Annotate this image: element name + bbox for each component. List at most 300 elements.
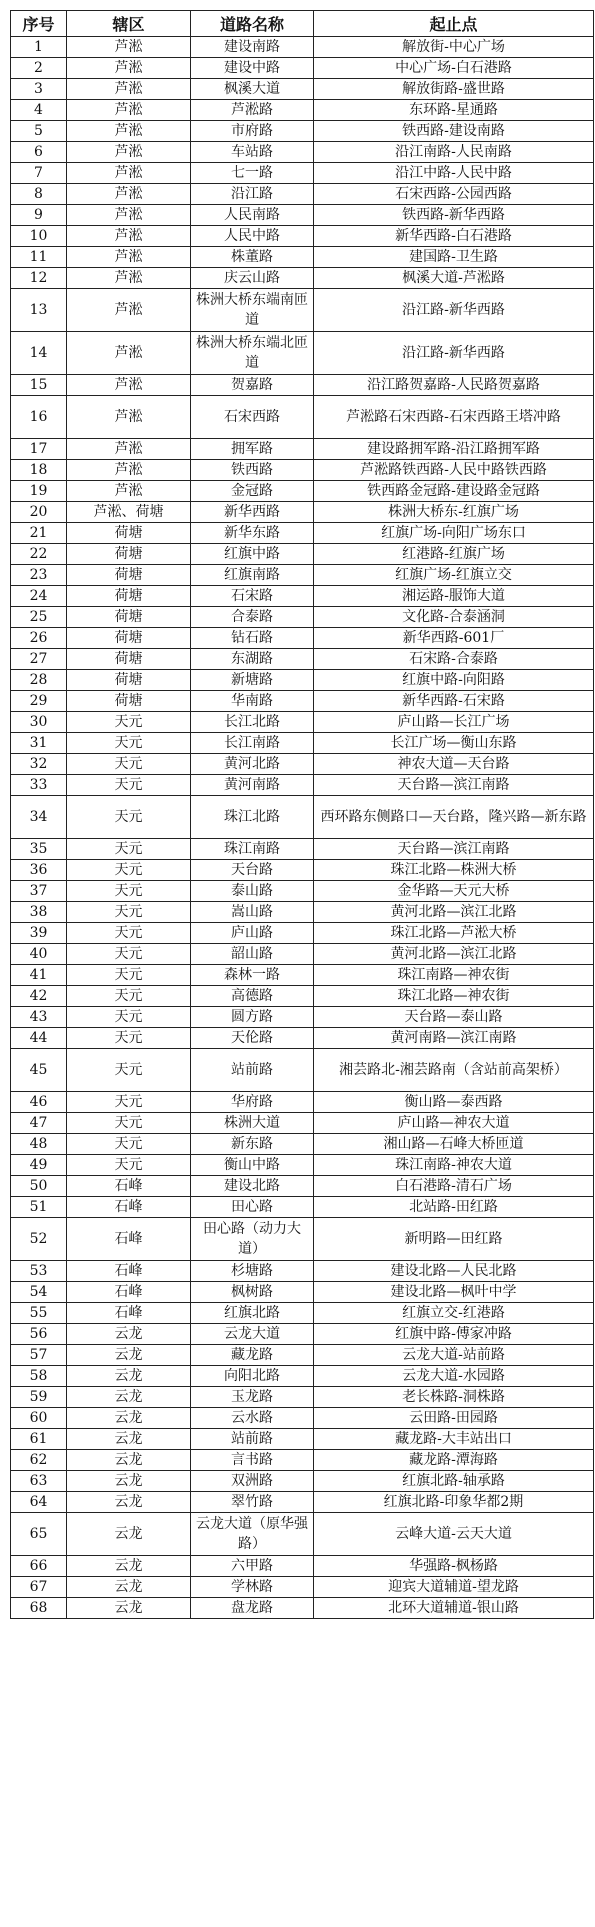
cell-range: 藏龙路-潭海路 bbox=[314, 1450, 594, 1471]
cell-index: 14 bbox=[11, 332, 67, 375]
table-row bbox=[11, 289, 594, 332]
cell-road: 向阳北路 bbox=[191, 1366, 314, 1387]
cell-road: 石宋路 bbox=[191, 586, 314, 607]
cell-index: 50 bbox=[11, 1176, 67, 1197]
cell-district: 天元 bbox=[67, 1049, 191, 1092]
cell-index: 51 bbox=[11, 1197, 67, 1218]
cell-index: 44 bbox=[11, 1028, 67, 1049]
cell-range: 云田路-田园路 bbox=[314, 1408, 594, 1429]
cell-index: 41 bbox=[11, 965, 67, 986]
cell-district: 石峰 bbox=[67, 1282, 191, 1303]
table-row bbox=[11, 396, 594, 439]
cell-index: 42 bbox=[11, 986, 67, 1007]
cell-index: 5 bbox=[11, 121, 67, 142]
cell-road: 芦淞路 bbox=[191, 100, 314, 121]
table-row bbox=[11, 944, 594, 965]
cell-road: 黄河南路 bbox=[191, 775, 314, 796]
cell-district: 芦淞、荷塘 bbox=[67, 502, 191, 523]
cell-range: 沿江路贺嘉路-人民路贺嘉路 bbox=[314, 375, 594, 396]
cell-range: 新华西路-石宋路 bbox=[314, 691, 594, 712]
table-row bbox=[11, 1197, 594, 1218]
cell-index: 20 bbox=[11, 502, 67, 523]
cell-index: 3 bbox=[11, 79, 67, 100]
cell-index: 61 bbox=[11, 1429, 67, 1450]
table-row bbox=[11, 607, 594, 628]
cell-road: 田心路 bbox=[191, 1197, 314, 1218]
cell-range: 红旗中路-向阳路 bbox=[314, 670, 594, 691]
cell-road: 森林一路 bbox=[191, 965, 314, 986]
cell-district: 云龙 bbox=[67, 1598, 191, 1619]
cell-range: 芦淞路铁西路-人民中路铁西路 bbox=[314, 460, 594, 481]
table-row bbox=[11, 1113, 594, 1134]
cell-index: 8 bbox=[11, 184, 67, 205]
table-row bbox=[11, 523, 594, 544]
cell-district: 芦淞 bbox=[67, 332, 191, 375]
cell-district: 天元 bbox=[67, 712, 191, 733]
cell-road: 建设南路 bbox=[191, 37, 314, 58]
cell-index: 52 bbox=[11, 1218, 67, 1261]
cell-range: 衡山路—泰西路 bbox=[314, 1092, 594, 1113]
cell-district: 芦淞 bbox=[67, 226, 191, 247]
cell-range: 湘山路—石峰大桥匝道 bbox=[314, 1134, 594, 1155]
table-row bbox=[11, 1471, 594, 1492]
table-row bbox=[11, 481, 594, 502]
cell-district: 天元 bbox=[67, 1113, 191, 1134]
road-table bbox=[10, 10, 594, 1619]
cell-district: 天元 bbox=[67, 944, 191, 965]
table-row bbox=[11, 544, 594, 565]
header-range: 起止点 bbox=[314, 11, 594, 37]
cell-index: 48 bbox=[11, 1134, 67, 1155]
cell-index: 33 bbox=[11, 775, 67, 796]
cell-range: 沿江路-新华西路 bbox=[314, 332, 594, 375]
table-row bbox=[11, 1366, 594, 1387]
cell-road: 翠竹路 bbox=[191, 1492, 314, 1513]
cell-index: 65 bbox=[11, 1513, 67, 1556]
table-row bbox=[11, 902, 594, 923]
cell-index: 45 bbox=[11, 1049, 67, 1092]
table-body bbox=[11, 37, 594, 1619]
cell-range: 铁西路-建设南路 bbox=[314, 121, 594, 142]
cell-district: 芦淞 bbox=[67, 58, 191, 79]
cell-district: 荷塘 bbox=[67, 649, 191, 670]
cell-range: 东环路-星通路 bbox=[314, 100, 594, 121]
cell-index: 4 bbox=[11, 100, 67, 121]
table-row bbox=[11, 1049, 594, 1092]
cell-district: 石峰 bbox=[67, 1303, 191, 1324]
cell-district: 云龙 bbox=[67, 1324, 191, 1345]
table-row bbox=[11, 986, 594, 1007]
table-row bbox=[11, 100, 594, 121]
table-row bbox=[11, 1282, 594, 1303]
header-road: 道路名称 bbox=[191, 11, 314, 37]
cell-range: 云龙大道-水园路 bbox=[314, 1366, 594, 1387]
cell-road: 铁西路 bbox=[191, 460, 314, 481]
header-row bbox=[11, 11, 594, 37]
cell-index: 63 bbox=[11, 1471, 67, 1492]
table-row bbox=[11, 1261, 594, 1282]
table-row bbox=[11, 1218, 594, 1261]
cell-district: 云龙 bbox=[67, 1556, 191, 1577]
cell-index: 32 bbox=[11, 754, 67, 775]
cell-road: 建设北路 bbox=[191, 1176, 314, 1197]
cell-road: 市府路 bbox=[191, 121, 314, 142]
cell-range: 新华西路-601厂 bbox=[314, 628, 594, 649]
cell-range: 红旗北路-印象华都2期 bbox=[314, 1492, 594, 1513]
cell-index: 12 bbox=[11, 268, 67, 289]
cell-range: 解放街路-盛世路 bbox=[314, 79, 594, 100]
cell-road: 言书路 bbox=[191, 1450, 314, 1471]
table-row bbox=[11, 1577, 594, 1598]
cell-road: 高德路 bbox=[191, 986, 314, 1007]
cell-road: 田心路（动力大道） bbox=[191, 1218, 314, 1261]
cell-road: 合泰路 bbox=[191, 607, 314, 628]
cell-district: 荷塘 bbox=[67, 670, 191, 691]
cell-range: 天台路—滨江南路 bbox=[314, 775, 594, 796]
cell-district: 天元 bbox=[67, 923, 191, 944]
cell-road: 庆云山路 bbox=[191, 268, 314, 289]
cell-range: 珠江北路—神农街 bbox=[314, 986, 594, 1007]
cell-index: 9 bbox=[11, 205, 67, 226]
cell-index: 16 bbox=[11, 396, 67, 439]
table-row bbox=[11, 121, 594, 142]
cell-road: 圆方路 bbox=[191, 1007, 314, 1028]
cell-road: 石宋西路 bbox=[191, 396, 314, 439]
table-row bbox=[11, 1092, 594, 1113]
cell-district: 芦淞 bbox=[67, 184, 191, 205]
cell-road: 华府路 bbox=[191, 1092, 314, 1113]
table-row bbox=[11, 1429, 594, 1450]
table-row bbox=[11, 691, 594, 712]
cell-index: 37 bbox=[11, 881, 67, 902]
cell-district: 天元 bbox=[67, 1092, 191, 1113]
cell-district: 石峰 bbox=[67, 1261, 191, 1282]
cell-index: 7 bbox=[11, 163, 67, 184]
table-row bbox=[11, 754, 594, 775]
cell-index: 28 bbox=[11, 670, 67, 691]
cell-index: 46 bbox=[11, 1092, 67, 1113]
cell-range: 黄河南路—滨江南路 bbox=[314, 1028, 594, 1049]
cell-district: 芦淞 bbox=[67, 205, 191, 226]
cell-road: 沿江路 bbox=[191, 184, 314, 205]
cell-district: 天元 bbox=[67, 1155, 191, 1176]
road-list-document bbox=[10, 10, 593, 1619]
table-row bbox=[11, 502, 594, 523]
cell-range: 庐山路—长江广场 bbox=[314, 712, 594, 733]
cell-district: 天元 bbox=[67, 839, 191, 860]
cell-index: 49 bbox=[11, 1155, 67, 1176]
cell-road: 新塘路 bbox=[191, 670, 314, 691]
cell-range: 石宋西路-公园西路 bbox=[314, 184, 594, 205]
cell-road: 黄河北路 bbox=[191, 754, 314, 775]
cell-range: 沿江路-新华西路 bbox=[314, 289, 594, 332]
cell-road: 七一路 bbox=[191, 163, 314, 184]
cell-index: 68 bbox=[11, 1598, 67, 1619]
table-row bbox=[11, 733, 594, 754]
cell-district: 云龙 bbox=[67, 1471, 191, 1492]
table-row bbox=[11, 565, 594, 586]
cell-district: 云龙 bbox=[67, 1492, 191, 1513]
cell-index: 62 bbox=[11, 1450, 67, 1471]
cell-road: 红旗南路 bbox=[191, 565, 314, 586]
table-row bbox=[11, 439, 594, 460]
cell-district: 天元 bbox=[67, 733, 191, 754]
cell-index: 38 bbox=[11, 902, 67, 923]
table-row bbox=[11, 205, 594, 226]
cell-index: 54 bbox=[11, 1282, 67, 1303]
table-row bbox=[11, 796, 594, 839]
cell-index: 23 bbox=[11, 565, 67, 586]
cell-index: 64 bbox=[11, 1492, 67, 1513]
cell-road: 新东路 bbox=[191, 1134, 314, 1155]
cell-road: 株洲大道 bbox=[191, 1113, 314, 1134]
cell-road: 云龙大道（原华强路） bbox=[191, 1513, 314, 1556]
cell-index: 21 bbox=[11, 523, 67, 544]
cell-range: 珠江南路—神农街 bbox=[314, 965, 594, 986]
cell-index: 19 bbox=[11, 481, 67, 502]
cell-district: 天元 bbox=[67, 1028, 191, 1049]
cell-range: 天台路—滨江南路 bbox=[314, 839, 594, 860]
cell-district: 荷塘 bbox=[67, 691, 191, 712]
cell-range: 华强路-枫杨路 bbox=[314, 1556, 594, 1577]
cell-district: 芦淞 bbox=[67, 142, 191, 163]
cell-range: 神农大道—天台路 bbox=[314, 754, 594, 775]
cell-index: 6 bbox=[11, 142, 67, 163]
cell-district: 芦淞 bbox=[67, 460, 191, 481]
cell-index: 43 bbox=[11, 1007, 67, 1028]
cell-index: 13 bbox=[11, 289, 67, 332]
cell-index: 17 bbox=[11, 439, 67, 460]
cell-range: 石宋路-合泰路 bbox=[314, 649, 594, 670]
cell-district: 天元 bbox=[67, 986, 191, 1007]
table-row bbox=[11, 1492, 594, 1513]
cell-district: 天元 bbox=[67, 965, 191, 986]
cell-district: 荷塘 bbox=[67, 586, 191, 607]
cell-road: 红旗中路 bbox=[191, 544, 314, 565]
cell-road: 金冠路 bbox=[191, 481, 314, 502]
cell-district: 芦淞 bbox=[67, 439, 191, 460]
cell-index: 58 bbox=[11, 1366, 67, 1387]
table-row bbox=[11, 1345, 594, 1366]
cell-index: 25 bbox=[11, 607, 67, 628]
cell-range: 解放街-中心广场 bbox=[314, 37, 594, 58]
cell-index: 2 bbox=[11, 58, 67, 79]
cell-range: 白石港路-清石广场 bbox=[314, 1176, 594, 1197]
cell-district: 石峰 bbox=[67, 1197, 191, 1218]
cell-road: 衡山中路 bbox=[191, 1155, 314, 1176]
cell-index: 22 bbox=[11, 544, 67, 565]
cell-index: 29 bbox=[11, 691, 67, 712]
table-row bbox=[11, 1155, 594, 1176]
cell-district: 芦淞 bbox=[67, 247, 191, 268]
cell-index: 30 bbox=[11, 712, 67, 733]
cell-range: 庐山路—神农大道 bbox=[314, 1113, 594, 1134]
cell-range: 北站路-田红路 bbox=[314, 1197, 594, 1218]
cell-district: 荷塘 bbox=[67, 628, 191, 649]
table-row bbox=[11, 649, 594, 670]
cell-road: 枫树路 bbox=[191, 1282, 314, 1303]
cell-road: 钻石路 bbox=[191, 628, 314, 649]
cell-range: 云龙大道-站前路 bbox=[314, 1345, 594, 1366]
table-row bbox=[11, 460, 594, 481]
cell-road: 泰山路 bbox=[191, 881, 314, 902]
cell-index: 15 bbox=[11, 375, 67, 396]
table-row bbox=[11, 142, 594, 163]
table-row bbox=[11, 1556, 594, 1577]
cell-range: 沿江南路-人民南路 bbox=[314, 142, 594, 163]
table-row bbox=[11, 1134, 594, 1155]
cell-district: 芦淞 bbox=[67, 163, 191, 184]
cell-range: 建国路-卫生路 bbox=[314, 247, 594, 268]
cell-road: 云水路 bbox=[191, 1408, 314, 1429]
cell-district: 荷塘 bbox=[67, 544, 191, 565]
cell-road: 株洲大桥东端北匝道 bbox=[191, 332, 314, 375]
table-row bbox=[11, 1450, 594, 1471]
cell-index: 55 bbox=[11, 1303, 67, 1324]
cell-range: 藏龙路-大丰站出口 bbox=[314, 1429, 594, 1450]
cell-range: 迎宾大道辅道-望龙路 bbox=[314, 1577, 594, 1598]
cell-range: 株洲大桥东-红旗广场 bbox=[314, 502, 594, 523]
cell-range: 红旗中路-傅家冲路 bbox=[314, 1324, 594, 1345]
cell-road: 嵩山路 bbox=[191, 902, 314, 923]
cell-district: 芦淞 bbox=[67, 375, 191, 396]
cell-district: 云龙 bbox=[67, 1450, 191, 1471]
cell-district: 云龙 bbox=[67, 1429, 191, 1450]
cell-district: 芦淞 bbox=[67, 481, 191, 502]
cell-road: 人民南路 bbox=[191, 205, 314, 226]
cell-district: 天元 bbox=[67, 902, 191, 923]
cell-range: 建设北路—人民北路 bbox=[314, 1261, 594, 1282]
table-row bbox=[11, 1598, 594, 1619]
table-row bbox=[11, 268, 594, 289]
cell-district: 芦淞 bbox=[67, 79, 191, 100]
header-index: 序号 bbox=[11, 11, 67, 37]
cell-road: 华南路 bbox=[191, 691, 314, 712]
cell-range: 沿江中路-人民中路 bbox=[314, 163, 594, 184]
cell-district: 云龙 bbox=[67, 1387, 191, 1408]
cell-district: 天元 bbox=[67, 775, 191, 796]
table-row bbox=[11, 37, 594, 58]
cell-range: 珠江北路—芦淞大桥 bbox=[314, 923, 594, 944]
table-row bbox=[11, 163, 594, 184]
cell-index: 34 bbox=[11, 796, 67, 839]
cell-index: 39 bbox=[11, 923, 67, 944]
table-row bbox=[11, 775, 594, 796]
cell-range: 黄河北路—滨江北路 bbox=[314, 944, 594, 965]
table-row bbox=[11, 58, 594, 79]
cell-range: 长江广场—衡山东路 bbox=[314, 733, 594, 754]
cell-district: 天元 bbox=[67, 881, 191, 902]
table-row bbox=[11, 1028, 594, 1049]
cell-road: 株董路 bbox=[191, 247, 314, 268]
cell-district: 芦淞 bbox=[67, 268, 191, 289]
cell-road: 新华西路 bbox=[191, 502, 314, 523]
cell-district: 天元 bbox=[67, 796, 191, 839]
cell-road: 长江南路 bbox=[191, 733, 314, 754]
table-row bbox=[11, 881, 594, 902]
cell-road: 藏龙路 bbox=[191, 1345, 314, 1366]
cell-range: 云峰大道-云天大道 bbox=[314, 1513, 594, 1556]
cell-district: 云龙 bbox=[67, 1408, 191, 1429]
cell-road: 珠江南路 bbox=[191, 839, 314, 860]
cell-road: 云龙大道 bbox=[191, 1324, 314, 1345]
cell-road: 韶山路 bbox=[191, 944, 314, 965]
cell-district: 石峰 bbox=[67, 1176, 191, 1197]
header-district: 辖区 bbox=[67, 11, 191, 37]
table-row bbox=[11, 712, 594, 733]
cell-index: 24 bbox=[11, 586, 67, 607]
cell-index: 59 bbox=[11, 1387, 67, 1408]
cell-index: 11 bbox=[11, 247, 67, 268]
cell-road: 双洲路 bbox=[191, 1471, 314, 1492]
cell-district: 云龙 bbox=[67, 1577, 191, 1598]
cell-index: 27 bbox=[11, 649, 67, 670]
cell-range: 红旗立交-红港路 bbox=[314, 1303, 594, 1324]
table-row bbox=[11, 184, 594, 205]
cell-index: 26 bbox=[11, 628, 67, 649]
cell-district: 石峰 bbox=[67, 1218, 191, 1261]
cell-range: 红旗广场-红旗立交 bbox=[314, 565, 594, 586]
cell-road: 天台路 bbox=[191, 860, 314, 881]
cell-range: 芦淞路石宋西路-石宋西路王塔冲路 bbox=[314, 396, 594, 439]
cell-road: 六甲路 bbox=[191, 1556, 314, 1577]
cell-range: 珠江南路-神农大道 bbox=[314, 1155, 594, 1176]
table-row bbox=[11, 1303, 594, 1324]
cell-range: 中心广场-白石港路 bbox=[314, 58, 594, 79]
cell-district: 芦淞 bbox=[67, 396, 191, 439]
cell-road: 天伦路 bbox=[191, 1028, 314, 1049]
cell-road: 东湖路 bbox=[191, 649, 314, 670]
cell-index: 47 bbox=[11, 1113, 67, 1134]
cell-district: 荷塘 bbox=[67, 565, 191, 586]
cell-range: 铁西路-新华西路 bbox=[314, 205, 594, 226]
cell-index: 66 bbox=[11, 1556, 67, 1577]
cell-road: 站前路 bbox=[191, 1049, 314, 1092]
table-row bbox=[11, 332, 594, 375]
table-row bbox=[11, 1324, 594, 1345]
cell-index: 60 bbox=[11, 1408, 67, 1429]
table-row bbox=[11, 670, 594, 691]
table-row bbox=[11, 1408, 594, 1429]
cell-road: 长江北路 bbox=[191, 712, 314, 733]
cell-road: 枫溪大道 bbox=[191, 79, 314, 100]
cell-road: 学林路 bbox=[191, 1577, 314, 1598]
cell-range: 新华西路-白石港路 bbox=[314, 226, 594, 247]
cell-index: 36 bbox=[11, 860, 67, 881]
table-row bbox=[11, 965, 594, 986]
cell-range: 金华路—天元大桥 bbox=[314, 881, 594, 902]
cell-index: 31 bbox=[11, 733, 67, 754]
cell-range: 建设路拥军路-沿江路拥军路 bbox=[314, 439, 594, 460]
cell-index: 67 bbox=[11, 1577, 67, 1598]
cell-index: 35 bbox=[11, 839, 67, 860]
cell-index: 57 bbox=[11, 1345, 67, 1366]
cell-range: 红旗广场-向阳广场东口 bbox=[314, 523, 594, 544]
table-row bbox=[11, 923, 594, 944]
cell-district: 荷塘 bbox=[67, 523, 191, 544]
cell-road: 站前路 bbox=[191, 1429, 314, 1450]
cell-district: 芦淞 bbox=[67, 289, 191, 332]
table-row bbox=[11, 79, 594, 100]
table-row bbox=[11, 628, 594, 649]
cell-range: 新明路—田红路 bbox=[314, 1218, 594, 1261]
cell-district: 天元 bbox=[67, 860, 191, 881]
table-row bbox=[11, 1176, 594, 1197]
cell-district: 芦淞 bbox=[67, 37, 191, 58]
cell-road: 建设中路 bbox=[191, 58, 314, 79]
table-row bbox=[11, 1387, 594, 1408]
cell-district: 天元 bbox=[67, 1007, 191, 1028]
